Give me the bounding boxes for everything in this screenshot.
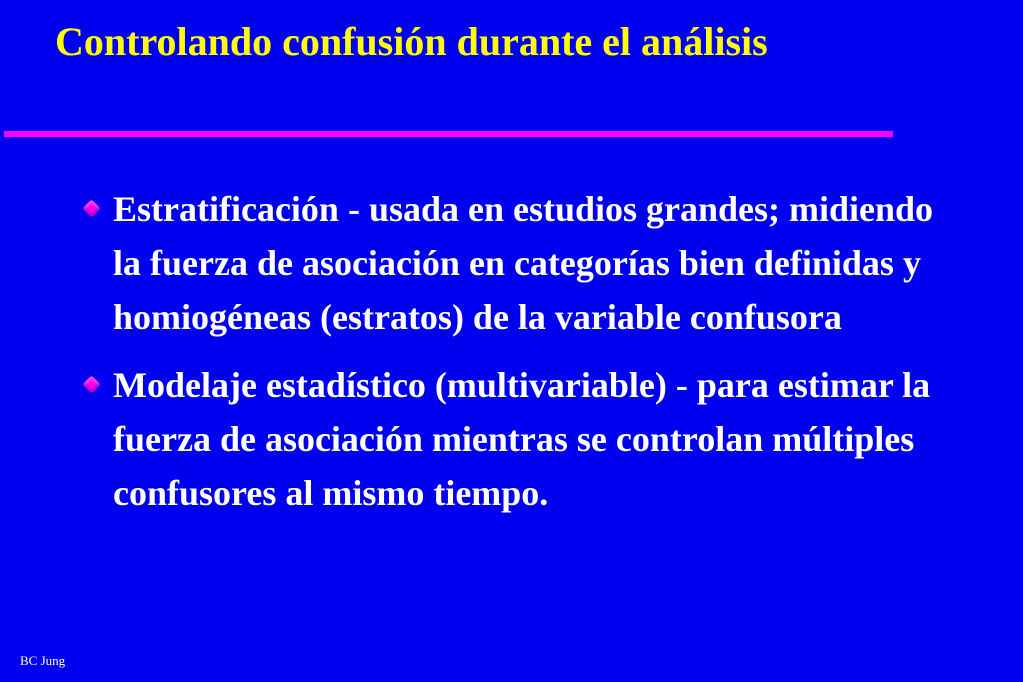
bullet-item xyxy=(80,182,940,344)
bullet-text: Modelaje estadístico (multivariable) - para estimar la fuerza de asociación mientras se controlan múltiples confusores al mismo tiempo. xyxy=(113,365,931,513)
diamond-bullet-icon xyxy=(82,199,100,217)
footer-author: BC Jung xyxy=(20,653,66,668)
title-divider xyxy=(4,131,893,137)
bullet-text: Estratificación - usada en estudios grandes; midiendo la fuerza de asociación en categorías bien definidas y homiogéneas (estratos) de la variable confusora xyxy=(113,189,934,337)
bullet-item xyxy=(80,358,940,520)
diamond-bullet-icon xyxy=(82,375,100,393)
bullet-list xyxy=(80,182,940,534)
slide-title: Controlando confusión durante el análisis xyxy=(55,19,768,64)
